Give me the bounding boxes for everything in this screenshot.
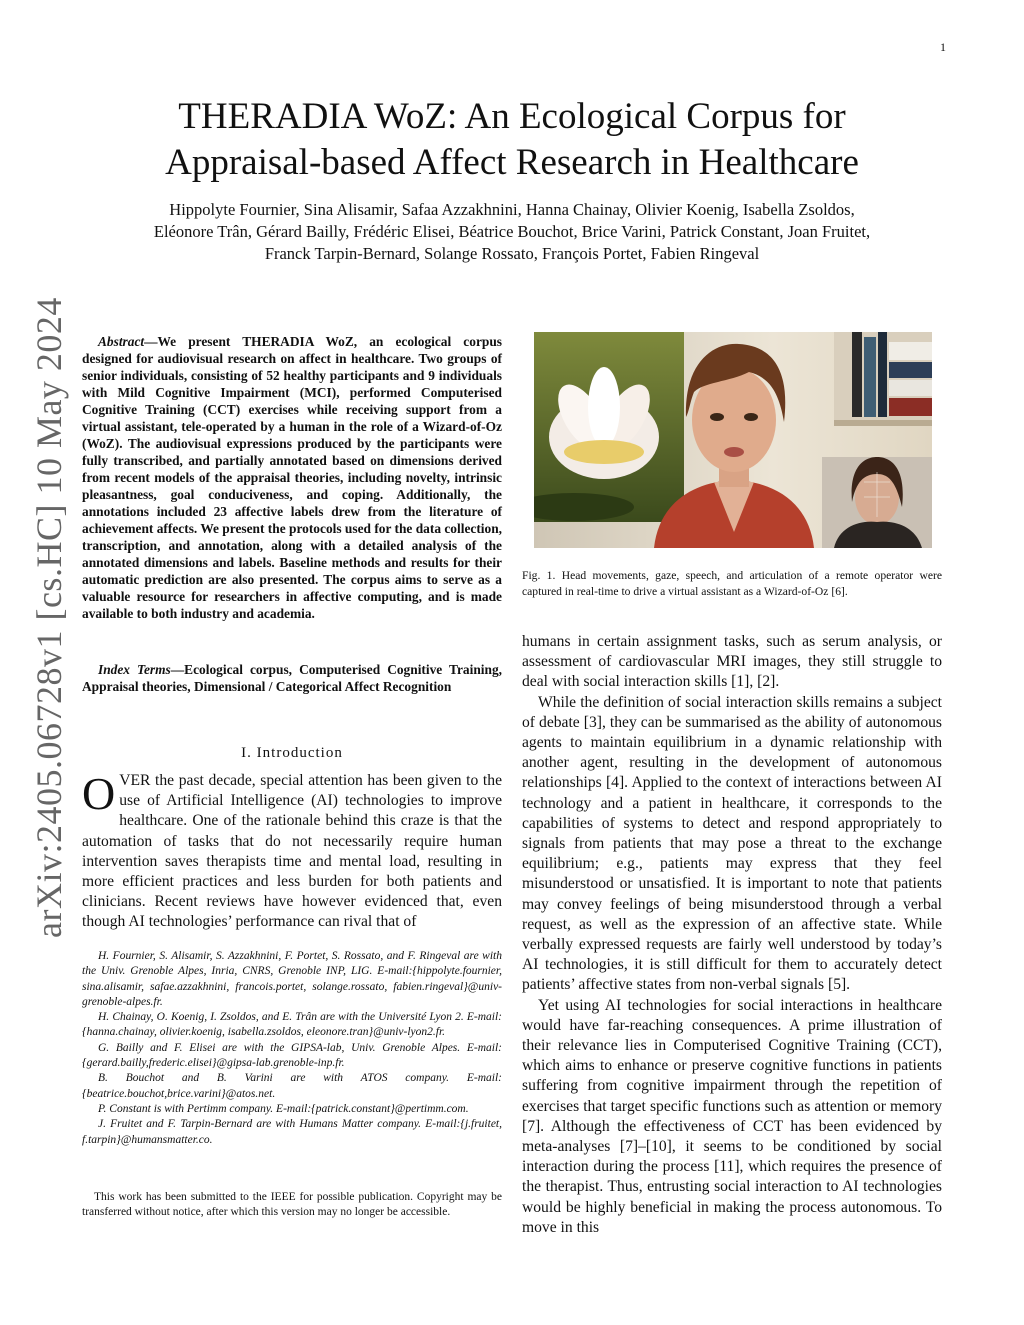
submission-notice (82, 1190, 502, 1221)
right-column-text (522, 632, 942, 1238)
index-terms (82, 661, 502, 695)
section-heading-introduction: I. Introduction (241, 745, 343, 761)
footnote-lig: H. Fournier, S. Alisamir, S. Azzakhnini, F. Portet, S. Rossato, and F. Ringeval are with the Univ. Grenoble Alpes, Inria, CNRS, Grenoble INP, LIG. E-mail:{hippolyte.fournier, sina.alisamir, safae.azzakhnini, francois.portet, solange.rossato, fabien.ringeval}@univ-grenoble-alpes.fr. (82, 950, 502, 1008)
affiliation-footnotes (82, 949, 502, 1148)
intro-text: the past decade, special attention has been given to the use of Artificial Intelligence (AI) technologies to improve healthcare. One of the rationale behind this craze is that the automation of tasks that do not necessarily require human intervention saves therapists time and mental load, resulting in more efficient practices and less burden for both patients and clinicians. Recent reviews have however evidenced that, even though AI technologies’ performance can rival that of (82, 772, 502, 931)
paragraph-1: humans in certain assignment tasks, such as serum analysis, or assessment of cardiovascular MRI images, they still struggle to deal with social interaction skills [1], [2]. (522, 633, 942, 691)
authors-line-2: Eléonore Trân, Gérard Bailly, Frédéric Elisei, Béatrice Bouchot, Brice Varini, Patrick Constant, Joan Fruitet, (153, 222, 871, 241)
figure-caption: Fig. 1. Head movements, gaze, speech, and articulation of a remote operator were captured in real-time to drive a virtual assistant as a Wizard-of-Oz [6]. (522, 569, 942, 598)
title-line-1: THERADIA WoZ: An Ecological Corpus for (178, 96, 846, 137)
abstract (82, 333, 502, 622)
bookshelf (834, 332, 932, 426)
authors-line-3: Franck Tarpin-Bernard, Solange Rossato, François Portet, Fabien Ringeval (264, 244, 760, 263)
footnote-lyon2: H. Chainay, O. Koenig, I. Zsoldos, and E. Trân are with the Université Lyon 2. E-mail:{hanna.chainay, olivier.koenig, isabella.zsoldos, eleonore.tran}@univ-lyon2.fr. (82, 1011, 502, 1039)
footnote-gipsa: G. Bailly and F. Elisei are with the GIPSA-lab, Univ. Grenoble Alpes. E-mail:{gerard.bailly,frederic.elisei}@gipsa-lab.grenoble-inp.fr. (82, 1041, 502, 1070)
paper-title (80, 94, 944, 186)
footnote-humans-matter: J. Fruitet and F. Tarpin-Bernard are with Humans Matter company. E-mail:{j.fruitet, f.tarpin}@humansmatter.co. (82, 1118, 502, 1146)
drop-cap: O (82, 768, 116, 819)
footnote-pertimm: P. Constant is with Pertimm company. E-mail:{patrick.constant}@pertimm.com. (98, 1102, 469, 1115)
introduction-paragraph (82, 768, 502, 933)
author-list (80, 199, 944, 265)
page-number: 1 (940, 40, 946, 54)
figure-image (534, 332, 932, 548)
footnote-atos: B. Bouchot and B. Varini are with ATOS company. E-mail:{beatrice.bouchot,brice.varini}@atos.net. (82, 1072, 502, 1100)
paragraph-2: While the definition of social interaction skills remains a subject of debate [3], they can be summarised as the ability of autonomous agents to maintain equilibrium in a dynamic relationship with another agent, resulting in the development of autonomous relationships [4]. Applied to the context of interactions between AI technology and a patient in healthcare, it corresponds to the capabilities of systems to detect and respond appropriately to signals from patients that may pose a threat to the exchange equilibrium; e.g., patients may express that they feel misunderstood or unsatisfied. It is important to note that patients may convey feelings of being misunderstood through a verbal request, as well as the expression of an affective state. While verbally expressed requests are fairly well understood by today’s AI technologies, it is still difficult for them to accurately detect patients’ affective states from non-verbal signals [5]. (522, 693, 942, 994)
index-terms-label: Index Terms (98, 662, 171, 677)
operator-inset (822, 457, 932, 548)
submission-text: This work has been submitted to the IEEE for possible publication. Copyright may be transferred without notice, after which this version may no longer be accessible. (82, 1191, 502, 1219)
abstract-label: Abstract (98, 334, 145, 349)
paragraph-3: Yet using AI technologies for social interactions in healthcare would have far-reaching consequences. A prime illustration of their relevance lies in Computerised Cognitive Training (CCT), which aims to enhance or preserve cognitive functions in patients suffering from cognitive impairment through the repetition of exercises that target specific functions such as attention or memory [7]. Although the effectiveness of CCT has been evidenced by meta-analyses [7]–[10], it seems to be conditioned by social interaction during the process [11], which requires the presence of the therapist. Thus, entrusting social interaction to AI technologies would be highly beneficial in making the process autonomous. To move in this (522, 996, 942, 1236)
intro-first-word: VER (119, 772, 151, 789)
abstract-text: —We present THERADIA WoZ, an ecological corpus designed for audiovisual research on affect in healthcare. Two groups of senior individuals, consisting of 52 healthy participants and 9 individuals with Mild Cognitive Impairment (MCI), performed Computerised Cognitive Training (CCT) exercises while receiving support from a virtual assistant, tele-operated by a human in the role of a Wizard-of-Oz (WoZ). The audiovisual expressions produced by the participants were fully transcribed, and partially annotated based on dimensions derived from recent models of the appraisal theories, including novelty, intrinsic pleasantness, goal conduciveness, and coping. Additionally, the annotations included 23 affective labels drew from the literature of achievement affects. We present the protocols used for the data collection, transcription, and annotation, along with a detailed analysis of the annotated dimensions and labels. Baseline methods and results for their automatic prediction are also presented. The corpus aims to serve as a valuable resource for researchers in affective computing, and is made available to both industry and academia. (82, 334, 502, 621)
title-line-2: Appraisal-based Affect Research in Healthcare (165, 142, 859, 183)
index-terms-text: —Ecological corpus, Computerised Cognitive Training, Appraisal theories, Dimensional / Categorical Affect Recognition (82, 662, 502, 694)
authors-line-1: Hippolyte Fournier, Sina Alisamir, Safaa Azzakhnini, Hanna Chainay, Olivier Koenig, Isabella Zsoldos, (169, 200, 855, 219)
figure-virtual-assistant (534, 332, 932, 548)
lotus-painting (534, 332, 684, 522)
arxiv-stamp: arXiv:2405.06728v1 [cs.HC] 10 May 2024 (29, 297, 69, 938)
